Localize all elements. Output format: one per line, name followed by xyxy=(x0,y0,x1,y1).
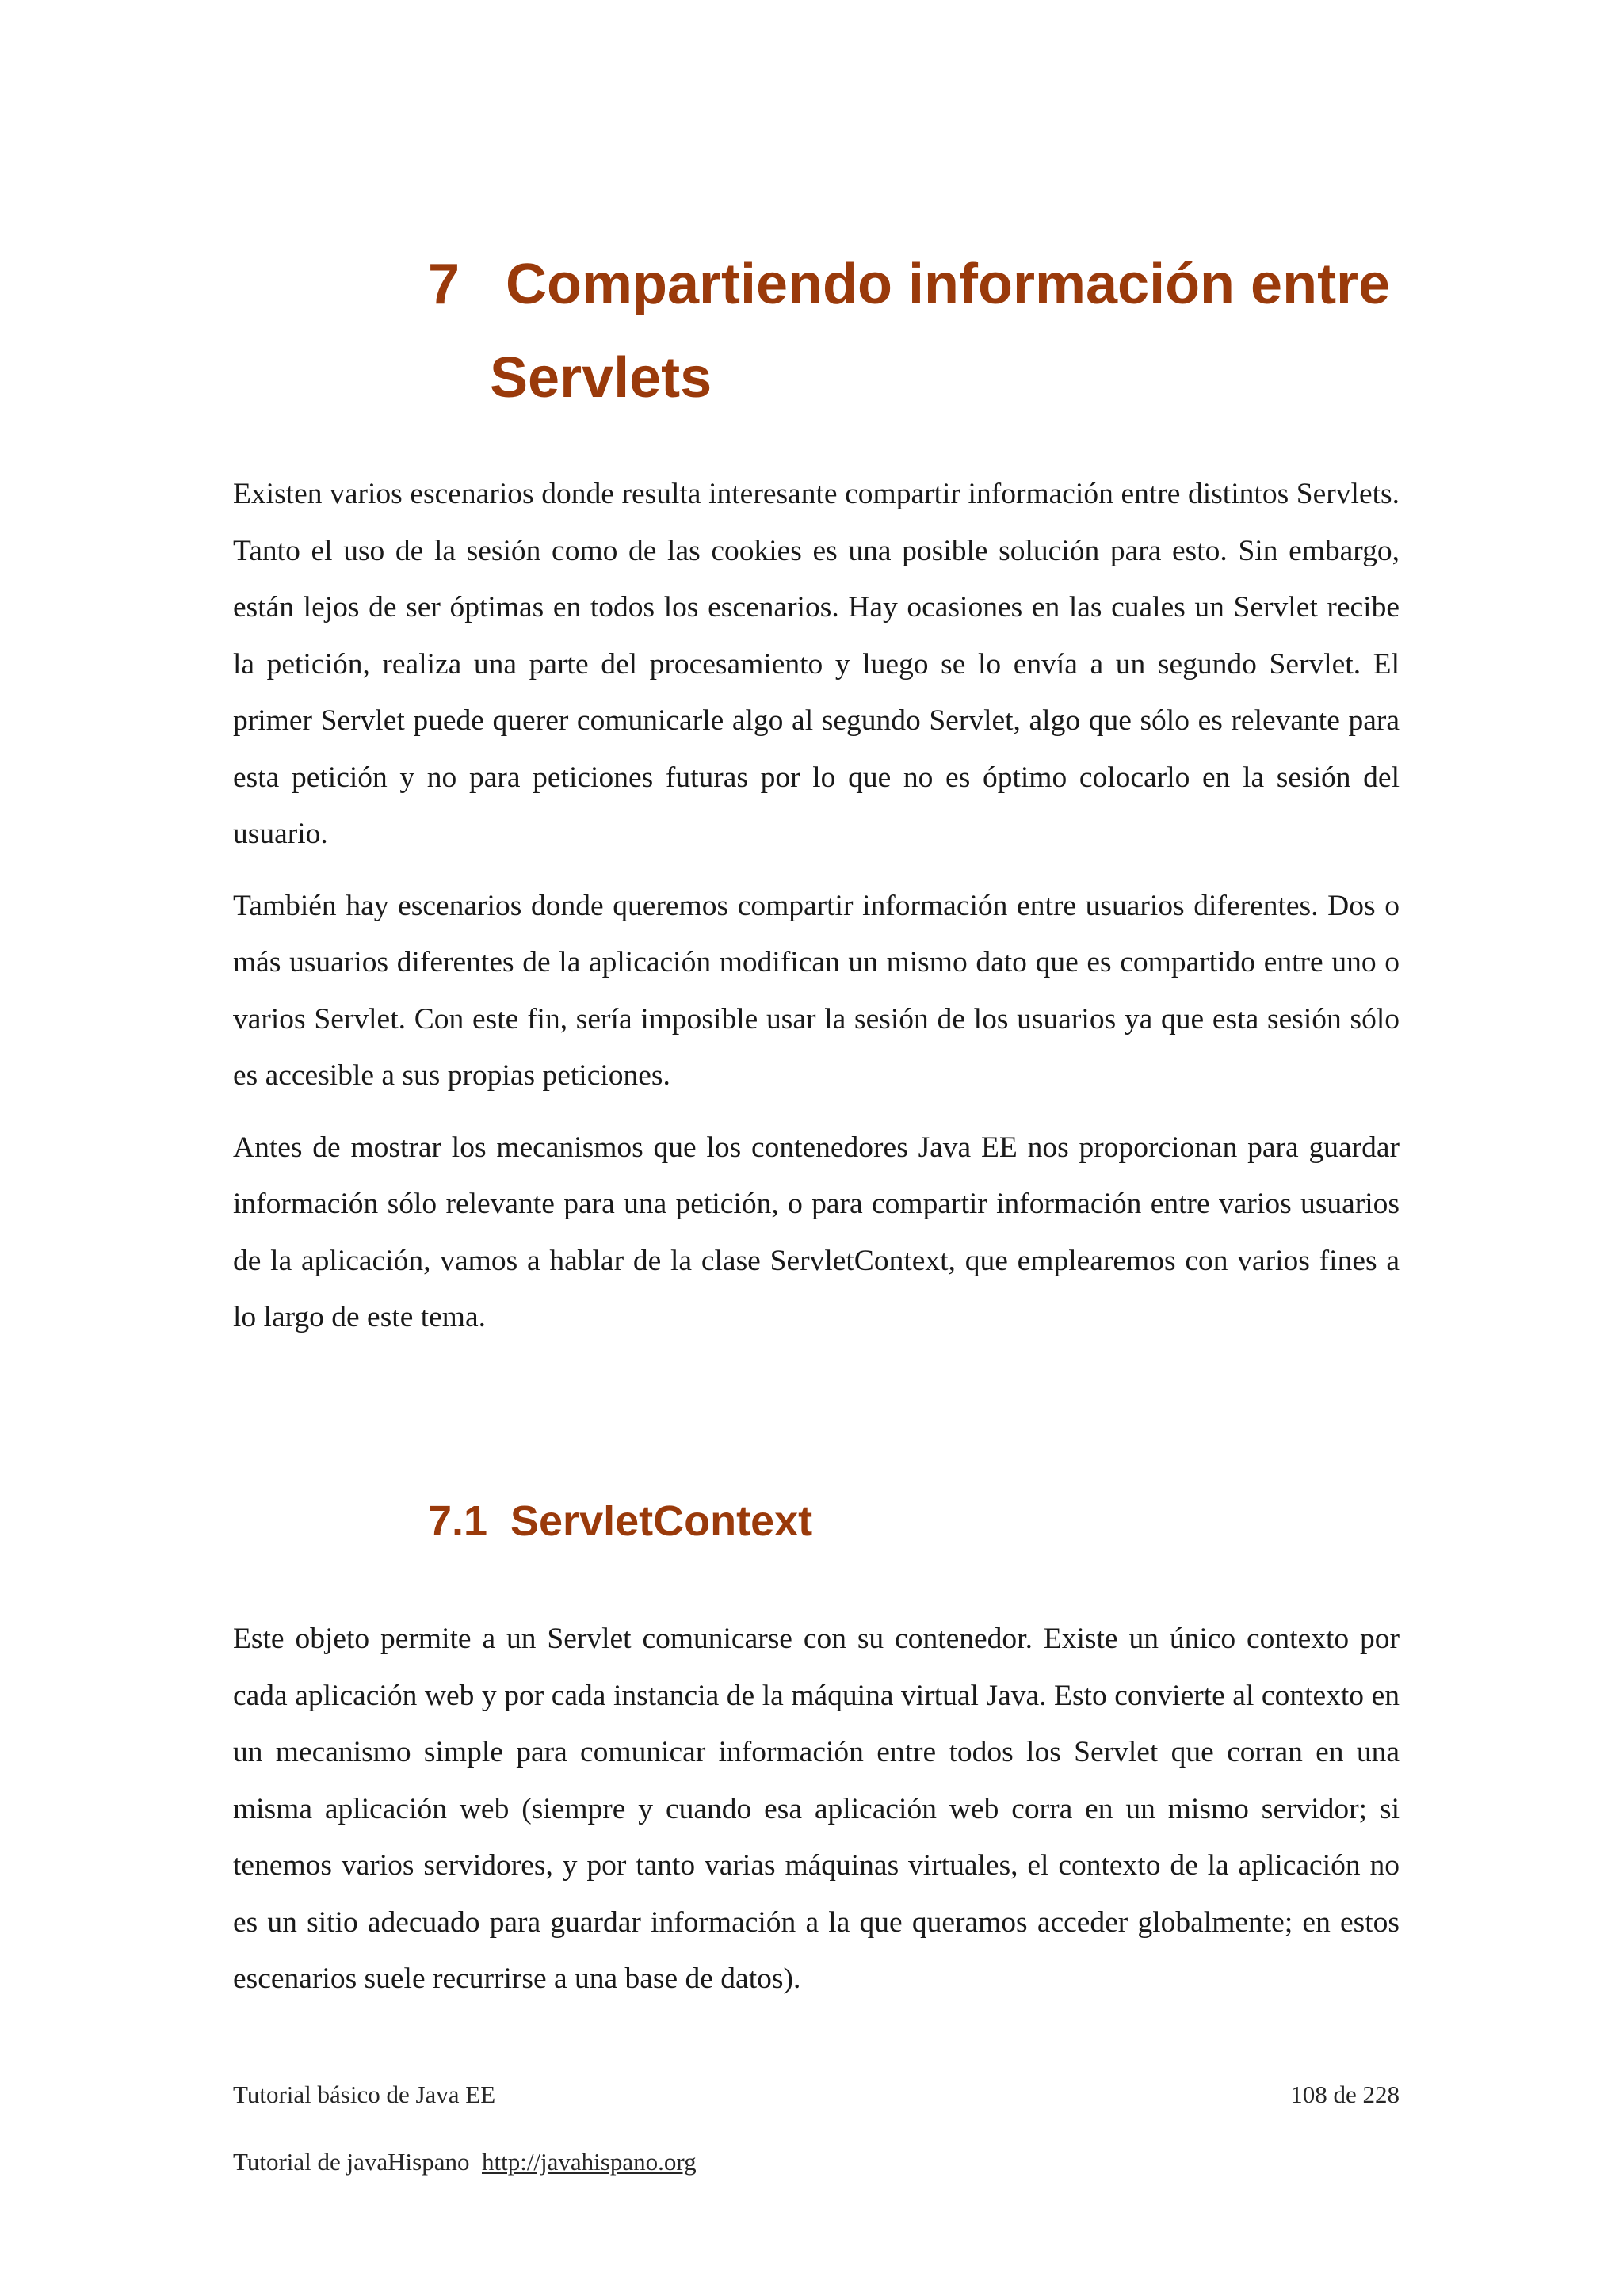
section-number: 7.1 xyxy=(428,1497,488,1545)
intro-text xyxy=(233,466,1400,1346)
paragraph: Antes de mostrar los mecanismos que los contenedores Java EE nos proporcionan para guardar información sólo relevante para una petición, o para compartir información entre varios usuarios de la aplicación, vamos a hablar de la clase ServletContext, que emplearemos con varios fines a lo largo de este tema. xyxy=(233,1131,1400,1333)
paragraph: Este objeto permite a un Servlet comunicarse con su contenedor. Existe un único contexto por cada aplicación web y por cada instancia de la máquina virtual Java. Esto convierte al contexto en un mecanismo simple para comunicar información entre todos los Servlet que corran en una misma aplicación web (siempre y cuando esa aplicación web corra en un mismo servidor; si tenemos varios servidores, y por tanto varias máquinas virtuales, el contexto de la aplicación no es un sitio adecuado para guardar información a la que queramos acceder globalmente; en estos escenarios suele recurrirse a una base de datos). xyxy=(233,1623,1400,1995)
section-heading xyxy=(428,1489,812,1553)
chapter-number: 7 xyxy=(428,253,460,316)
paragraph: También hay escenarios donde queremos compartir información entre usuarios diferentes. Dos o más usuarios diferentes de la aplicación modifican un mismo dato que es compartido entre uno o varios Servlet. Con este fin, sería imposible usar la sesión de los usuarios ya que esta sesión sólo es accesible a sus propias peticiones. xyxy=(233,889,1400,1092)
section-text xyxy=(233,1611,1400,2008)
chapter-heading xyxy=(428,238,1411,425)
chapter-title-line1: Compartiendo información entre xyxy=(506,253,1391,316)
section-title: ServletContext xyxy=(510,1497,813,1545)
footer-credit: Tutorial de javaHispano xyxy=(233,2148,470,2176)
page-number: 108 de 228 xyxy=(1290,2081,1400,2108)
footer-credit-row xyxy=(233,2146,1400,2178)
footer-row xyxy=(233,2079,1400,2111)
paragraph: Existen varios escenarios donde resulta interesante compartir información entre distintos Servlets. Tanto el uso de la sesión como de las cookies es una posible solución para esto. Sin embargo, están lejos de ser óptimas en todos los escenarios. Hay ocasiones en las cuales un Servlet recibe la petición, realiza una parte del procesamiento y luego se lo envía a un segundo Servlet. El primer Servlet puede querer comunicarle algo al segundo Servlet, algo que sólo es relevante para esta petición y no para peticiones futuras por lo que no es óptimo colocarlo en la sesión del usuario. xyxy=(233,478,1400,850)
footer-link[interactable]: http://javahispano.org xyxy=(481,2148,697,2176)
footer-title: Tutorial básico de Java EE xyxy=(233,2081,496,2108)
chapter-title-line2: Servlets xyxy=(490,346,712,410)
